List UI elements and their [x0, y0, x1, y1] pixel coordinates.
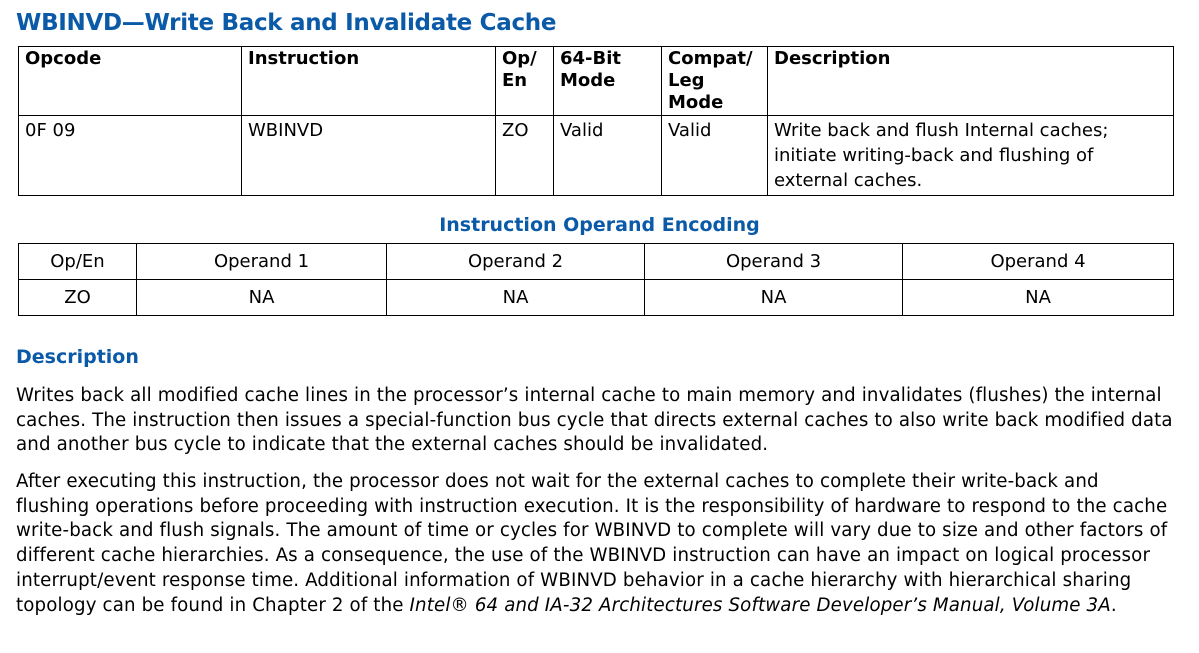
enc-cell-operand-3: NA: [645, 280, 903, 316]
description-heading: Description: [16, 346, 139, 368]
header-compat-line2: Leg Mode: [668, 70, 724, 113]
description-paragraph-2: [16, 470, 1176, 618]
opcode-table-header-row: [19, 47, 1174, 116]
encoding-table-title: Instruction Operand Encoding: [439, 214, 760, 236]
opcode-table: [18, 46, 1174, 196]
header-compat-leg-mode: [662, 47, 768, 116]
cell-compat-leg-mode: Valid: [662, 116, 768, 196]
cell-instruction: WBINVD: [242, 116, 496, 196]
enc-header-operand-3: Operand 3: [645, 244, 903, 280]
page-title: WBINVD—Write Back and Invalidate Cache: [16, 10, 557, 36]
paragraph-2-end: .: [1110, 594, 1117, 616]
header-op-en-line1: Op/: [502, 48, 537, 69]
cell-op-en: ZO: [496, 116, 554, 196]
header-64bit-line2: Mode: [560, 70, 616, 91]
cell-64bit-mode: Valid: [554, 116, 662, 196]
enc-cell-op-en: ZO: [19, 280, 137, 316]
description-paragraph-1: Writes back all modified cache lines in the processor’s internal cache to main memory and invalidates (flushes) the internal caches. The instruction then issues a special-function bus cycle that directs external caches to also write back modified data and another bus cycle to indicate that the external caches should be invalidated.: [16, 385, 1173, 456]
header-64bit-line1: 64-Bit: [560, 48, 622, 69]
cell-description: Write back and flush Internal caches; initiate writing-back and flushing of external caches.: [768, 116, 1174, 196]
enc-header-operand-2: Operand 2: [387, 244, 645, 280]
enc-cell-operand-2: NA: [387, 280, 645, 316]
header-op-en: [496, 47, 554, 116]
manual-reference: Intel® 64 and IA-32 Architectures Software Developer’s Manual, Volume 3A: [409, 594, 1111, 616]
enc-header-operand-1: Operand 1: [137, 244, 387, 280]
header-op-en-line2: En: [502, 70, 528, 91]
paragraph-2-text: After executing this instruction, the processor does not wait for the external caches to complete their write-back and flushing operations before proceeding with instruction execution. It is the responsibility of hardware to respond to the cache write-back and flush signals. The amount of time or cycles for WBINVD to complete will vary due to size and other factors of different cache hierarchies. As a consequence, the use of the WBINVD instruction can have an impact on logical processor interrupt/event response time. Additional information of WBINVD behavior in a cache hierarchy with hierarchical sharing topology can be found in Chapter 2 of the: [16, 471, 1168, 616]
header-64bit-mode: [554, 47, 662, 116]
enc-header-operand-4: Operand 4: [903, 244, 1174, 280]
encoding-header-row: [19, 244, 1174, 280]
header-opcode: Opcode: [19, 47, 242, 116]
enc-header-op-en: Op/En: [19, 244, 137, 280]
enc-cell-operand-4: NA: [903, 280, 1174, 316]
table-row: [19, 280, 1174, 316]
enc-cell-operand-1: NA: [137, 280, 387, 316]
cell-opcode: 0F 09: [19, 116, 242, 196]
operand-encoding-table: [18, 243, 1174, 316]
table-row: [19, 116, 1174, 196]
header-instruction: Instruction: [242, 47, 496, 116]
header-compat-line1: Compat/: [668, 48, 753, 69]
header-description: Description: [768, 47, 1174, 116]
